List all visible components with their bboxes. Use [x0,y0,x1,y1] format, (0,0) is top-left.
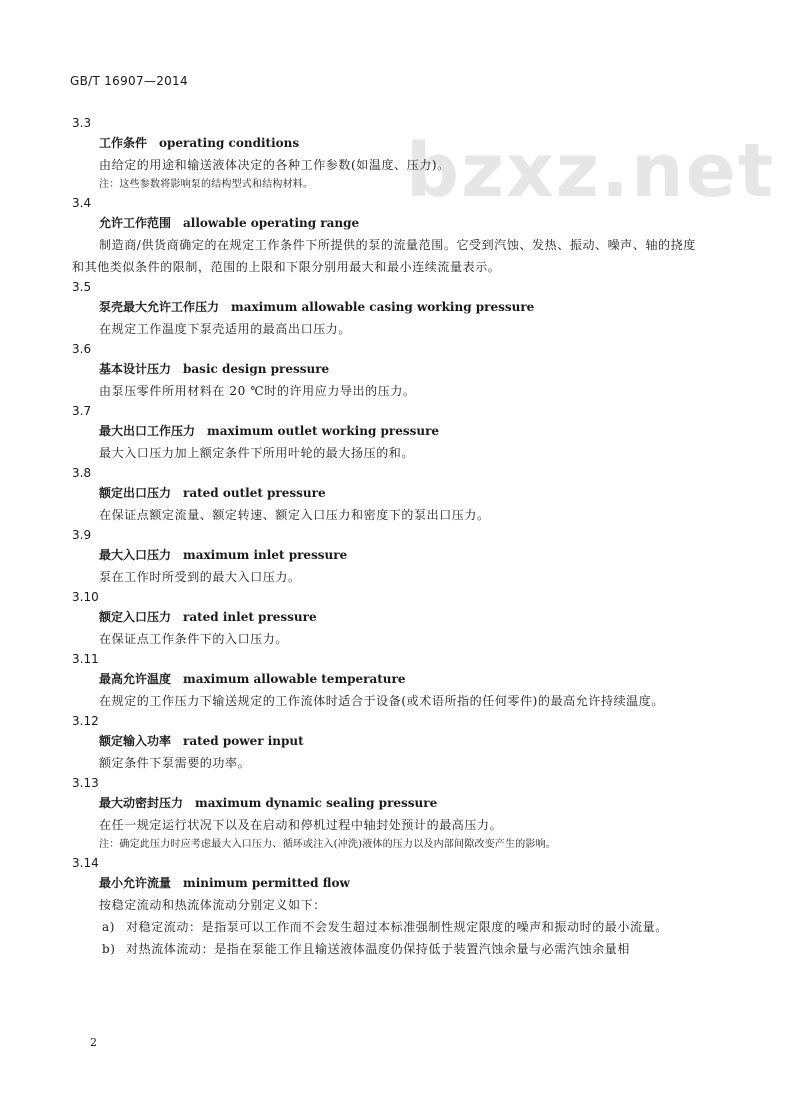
entry-3-4 [72,194,712,278]
list-item-text: 对稳定流动：是指泵可以工作而不会发生超过本标准强制性规定限度的噪声和振动时的最小流量。 [126,920,668,934]
document-body [72,114,712,960]
term-en: maximum outlet working pressure [207,424,440,438]
entry-number: 3.13 [72,776,99,790]
term-en: basic design pressure [183,362,330,376]
entry-definition: 在规定的工作压力下输送规定的工作流体时适合于设备(或术语所指的任何零件)的最高允许持续温度。 [99,694,664,708]
term-en: maximum allowable temperature [183,672,406,686]
entry-number: 3.5 [72,280,92,294]
term-en: rated outlet pressure [183,486,326,500]
entry-definition: 在规定工作温度下泵壳适用的最高出口压力。 [99,322,352,336]
entry-definition: 在保证点工作条件下的入口压力。 [99,632,289,646]
entry-number: 3.12 [72,714,99,728]
list-item-text: 对热流体流动：是指在泵能工作且输送液体温度仍保持低于装置汽蚀余量与必需汽蚀余量相 [126,942,631,956]
entry-term [72,212,712,234]
entry-number: 3.10 [72,590,99,604]
entry-3-9 [72,526,712,588]
entry-number: 3.4 [72,196,92,210]
entry-term [72,872,712,894]
term-en: maximum dynamic sealing pressure [195,796,438,810]
term-en: operating conditions [159,136,300,150]
entry-term [72,358,712,380]
term-cn: 泵壳最大允许工作压力 [99,300,220,314]
entry-term [72,668,712,690]
term-cn: 最大入口压力 [99,548,172,562]
entry-term [72,606,712,628]
entry-3-8 [72,464,712,526]
entry-number: 3.3 [72,116,92,130]
term-cn: 基本设计压力 [99,362,172,376]
watermark: bzxz.net [406,128,776,214]
term-en: maximum inlet pressure [183,548,348,562]
entry-3-13 [72,774,712,854]
term-en: allowable operating range [183,216,360,230]
term-cn: 最小允许流量 [99,876,172,890]
entry-note: 注：确定此压力时应考虑最大入口压力、循环或注入(冲洗)液体的压力以及内部间隙改变产生的影响。 [99,839,557,850]
entry-definition: 在保证点额定流量、额定转速、额定入口压力和密度下的泵出口压力。 [99,508,490,522]
term-cn: 最高允许温度 [99,672,172,686]
term-en: minimum permitted flow [183,876,350,890]
entry-definition: 按稳定流动和热流体流动分别定义如下： [99,898,326,912]
entry-3-5 [72,278,712,340]
entry-3-10 [72,588,712,650]
entry-note: 注：这些参数将影响泵的结构型式和结构材料。 [99,179,314,190]
page-number: 2 [90,1036,97,1049]
term-cn: 最大出口工作压力 [99,424,196,438]
entry-definition: 最大入口压力加上额定条件下所用叶轮的最大扬压的和。 [99,446,415,460]
term-en: maximum allowable casing working pressure [231,300,535,314]
entry-number: 3.14 [72,856,99,870]
entry-term [72,132,712,154]
entry-term [72,730,712,752]
entry-number: 3.9 [72,528,92,542]
entry-definition: 额定条件下泵需要的功率。 [99,756,251,770]
entry-term [72,482,712,504]
entry-term [72,420,712,442]
entry-number: 3.6 [72,342,92,356]
entry-term [72,296,712,318]
entry-definition: 制造商/供货商确定的在规定工作条件下所提供的泵的流量范围。它受到汽蚀、发热、振动、噪声、轴的挠度和其他类似条件的限制，范围的上限和下限分别用最大和最小连续流量表示。 [72,238,696,274]
entry-term [72,544,712,566]
entry-number: 3.7 [72,404,92,418]
term-cn: 最大动密封压力 [99,796,184,810]
list-marker: a) [102,920,116,934]
entry-definition: 由泵压零件所用材料在 20 ℃时的许用应力导出的压力。 [99,384,416,398]
entry-3-14 [72,854,712,960]
term-en: rated power input [183,734,304,748]
entry-number: 3.11 [72,652,99,666]
standard-code-header: GB/T 16907—2014 [70,74,188,88]
list-item [72,916,712,938]
term-en: rated inlet pressure [183,610,317,624]
term-cn: 额定出口压力 [99,486,172,500]
entry-3-3 [72,114,712,194]
entry-definition: 由给定的用途和输送液体决定的各种工作参数(如温度、压力)。 [99,158,450,172]
entry-definition: 在任一规定运行状况下以及在启动和停机过程中轴封处预计的最高压力。 [99,818,503,832]
entry-3-11 [72,650,712,712]
list-marker: b) [102,942,116,956]
entry-3-6 [72,340,712,402]
term-cn: 工作条件 [99,136,148,150]
list-item [72,938,712,960]
term-cn: 额定入口压力 [99,610,172,624]
term-cn: 允许工作范围 [99,216,172,230]
entry-term [72,792,712,814]
entry-definition: 泵在工作时所受到的最大入口压力。 [99,570,301,584]
entry-3-7 [72,402,712,464]
entry-3-12 [72,712,712,774]
term-cn: 额定输入功率 [99,734,172,748]
entry-number: 3.8 [72,466,92,480]
